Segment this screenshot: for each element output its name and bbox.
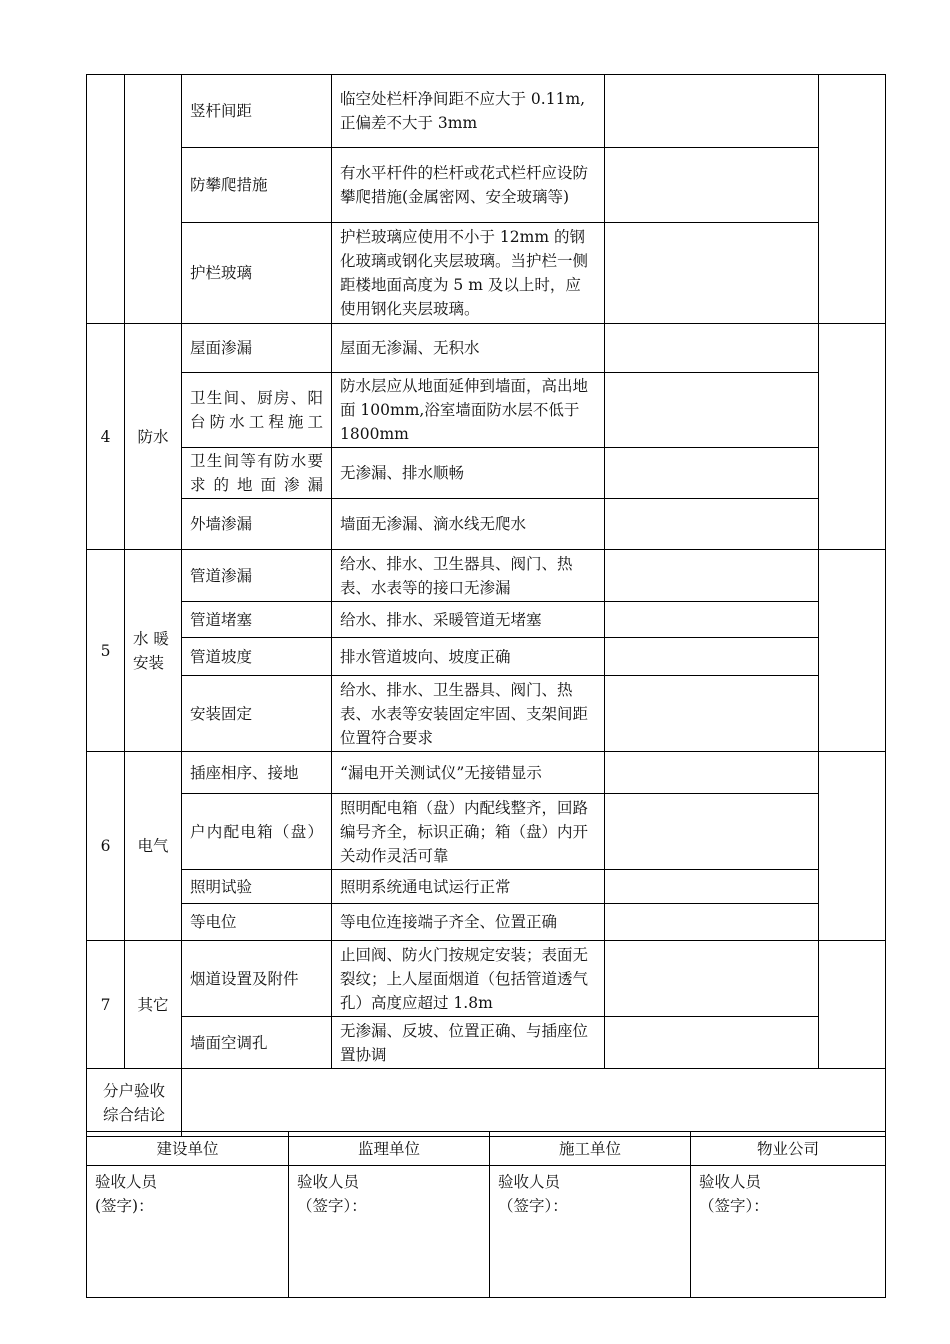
result-cell [605,602,819,638]
item-cell: 管道渗漏 [182,550,332,602]
requirement-cell: 无渗漏、排水顺畅 [332,448,605,499]
signature-field-supervision[interactable] [289,1166,490,1298]
conclusion-label: 分户验收综合结论 [87,1069,182,1137]
table-row [87,676,886,752]
table-row [87,752,886,794]
section-name-cell [125,75,182,324]
item-cell: 烟道设置及附件 [182,941,332,1017]
signer-label: 验收人员 [498,1173,561,1191]
signature-label: （签字）： [699,1197,769,1215]
header-contractor-unit: 施工单位 [490,1132,691,1166]
requirement-cell: 无渗漏、反坡、位置正确、与插座位置协调 [332,1017,605,1069]
table-row [87,904,886,941]
header-property-company: 物业公司 [691,1132,886,1166]
conclusion-row [87,1069,886,1137]
signature-header-row [87,1132,886,1166]
item-cell: 外墙渗漏 [182,499,332,550]
result-cell [605,752,819,794]
requirement-cell: 给水、排水、卫生器具、阀门、热表、水表等安装固定牢固、支架间距位置符合要求 [332,676,605,752]
result-cell [605,941,819,1017]
result-cell [605,373,819,448]
remark-cell [819,752,886,941]
requirement-cell: 墙面无渗漏、滴水线无爬水 [332,499,605,550]
result-cell [605,904,819,941]
section-number-cell [87,75,125,324]
signature-field-construction[interactable] [87,1166,289,1298]
table-row [87,870,886,904]
signature-field-property[interactable] [691,1166,886,1298]
requirement-cell: 防水层应从地面延伸到墙面，高出地面 100mm,浴室墙面防水层不低于 1800mm [332,373,605,448]
remark-cell [819,324,886,550]
section-name: 水 暖安装 [125,550,182,752]
requirement-cell: 止回阀、防火门按规定安装；表面无裂纹；上人屋面烟道（包括管道透气孔）高度应超过 1.8m [332,941,605,1017]
result-cell [605,794,819,870]
item-cell: 屋面渗漏 [182,324,332,373]
table-row [87,373,886,448]
item-cell: 护栏玻璃 [182,223,332,324]
table-row [87,499,886,550]
table-row [87,550,886,602]
requirement-cell: 护栏玻璃应使用不小于 12mm 的钢化玻璃或钢化夹层玻璃。当护栏一侧距楼地面高度为 5 m 及以上时，应使用钢化夹层玻璃。 [332,223,605,324]
requirement-cell: 屋面无渗漏、无积水 [332,324,605,373]
item-cell: 户内配电箱（盘） [182,794,332,870]
item-cell: 竖杆间距 [182,75,332,148]
result-cell [605,676,819,752]
result-cell [605,870,819,904]
item-cell: 卫生间等有防水要求的地面渗漏 [182,448,332,499]
requirement-cell: 有水平杆件的栏杆或花式栏杆应设防攀爬措施(金属密网、安全玻璃等) [332,148,605,223]
signer-label: 验收人员 [297,1173,360,1191]
requirement-cell: “漏电开关测试仪”无接错显示 [332,752,605,794]
header-construction-unit: 建设单位 [87,1132,289,1166]
remark-cell [819,550,886,752]
table-row [87,75,886,148]
requirement-cell: 照明系统通电试运行正常 [332,870,605,904]
signer-label: 验收人员 [699,1173,762,1191]
remark-cell [819,75,886,324]
section-number: 6 [87,752,125,941]
signature-table [86,1131,886,1298]
conclusion-input[interactable] [182,1069,886,1137]
item-cell: 等电位 [182,904,332,941]
requirement-cell: 排水管道坡向、坡度正确 [332,638,605,676]
result-cell [605,75,819,148]
requirement-cell: 给水、排水、卫生器具、阀门、热表、水表等的接口无渗漏 [332,550,605,602]
item-cell: 管道堵塞 [182,602,332,638]
result-cell [605,550,819,602]
requirement-cell: 等电位连接端子齐全、位置正确 [332,904,605,941]
result-cell [605,148,819,223]
requirement-cell: 临空处栏杆净间距不应大于 0.11m,正偏差不大于 3mm [332,75,605,148]
result-cell [605,223,819,324]
table-row [87,223,886,324]
result-cell [605,638,819,676]
section-name: 其它 [125,941,182,1069]
table-row [87,1017,886,1069]
table-row [87,794,886,870]
table-row [87,602,886,638]
result-cell [605,448,819,499]
section-name: 防水 [125,324,182,550]
signature-label: （签字）： [297,1197,367,1215]
section-number: 7 [87,941,125,1069]
signer-label: 验收人员 [95,1173,158,1191]
item-cell: 安装固定 [182,676,332,752]
section-number: 5 [87,550,125,752]
result-cell [605,324,819,373]
item-cell: 管道坡度 [182,638,332,676]
table-row [87,324,886,373]
remark-cell [819,941,886,1069]
item-cell: 卫生间、厨房、阳台防水工程施工 [182,373,332,448]
section-name: 电气 [125,752,182,941]
signature-label: (签字)： [95,1197,154,1215]
result-cell [605,499,819,550]
table-row [87,941,886,1017]
requirement-cell: 照明配电箱（盘）内配线整齐，回路编号齐全，标识正确；箱（盘）内开关动作灵活可靠 [332,794,605,870]
signature-label: （签字）： [498,1197,568,1215]
signature-field-contractor[interactable] [490,1166,691,1298]
header-supervision-unit: 监理单位 [289,1132,490,1166]
inspection-table [86,74,886,1137]
item-cell: 插座相序、接地 [182,752,332,794]
table-row [87,448,886,499]
item-cell: 墙面空调孔 [182,1017,332,1069]
table-row [87,638,886,676]
result-cell [605,1017,819,1069]
table-row [87,148,886,223]
item-cell: 照明试验 [182,870,332,904]
item-cell: 防攀爬措施 [182,148,332,223]
requirement-cell: 给水、排水、采暖管道无堵塞 [332,602,605,638]
signature-row [87,1166,886,1298]
section-number: 4 [87,324,125,550]
